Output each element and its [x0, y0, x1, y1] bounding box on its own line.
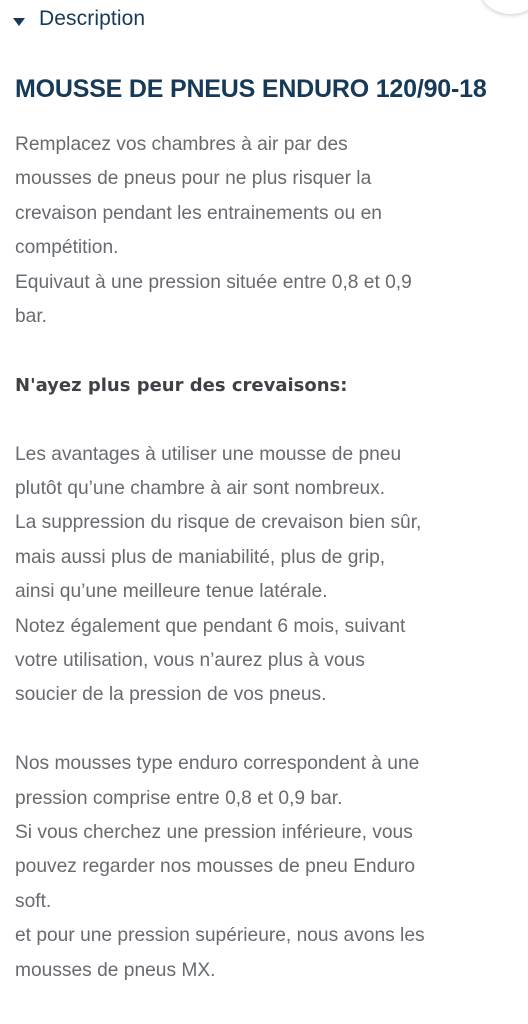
text-line: pression comprise entre 0,8 et 0,9 bar.: [15, 787, 343, 809]
text-line: ainsi qu’une meilleure tenue latérale.: [15, 581, 328, 603]
text-line: Equivaut à une pression située entre 0,8 et 0,9: [15, 271, 412, 293]
text-line: Notez également que pendant 6 mois, suivant: [15, 615, 406, 637]
description-body: [15, 128, 515, 988]
text-line: La suppression du risque de crevaison bien sûr,: [15, 512, 422, 534]
text-line: crevaison pendant les entrainements ou en: [15, 202, 382, 224]
text-line: soft.: [15, 890, 52, 912]
text-line: mousses de pneus MX.: [15, 959, 216, 981]
caret-down-icon: [12, 13, 26, 25]
floating-action-button[interactable]: [480, 0, 528, 14]
text-line: compétition.: [15, 237, 119, 259]
description-toggle[interactable]: [12, 6, 145, 32]
paragraph-spacer: [15, 713, 515, 747]
text-line: Nos mousses type enduro correspondent à une: [15, 753, 420, 775]
text-line: votre utilisation, vous n’aurez plus à vous: [15, 650, 365, 672]
text-line: plutôt qu’une chambre à air sont nombreux.: [15, 478, 386, 500]
paragraph-spacer: [15, 334, 515, 368]
text-line: mais aussi plus de maniabilité, plus de grip,: [15, 546, 386, 568]
description-label: Description: [39, 7, 146, 30]
product-title: MOUSSE DE PNEUS ENDURO 120/90-18: [15, 75, 487, 103]
text-line: soucier de la pression de vos pneus.: [15, 684, 327, 706]
paragraph-spacer: [15, 403, 515, 437]
text-line: pouvez regarder nos mousses de pneu Enduro: [15, 856, 415, 878]
text-line: bar.: [15, 306, 48, 328]
text-line: Les avantages à utiliser une mousse de pneu: [15, 443, 402, 465]
section-subheading: N'ayez plus peur des crevaisons:: [15, 374, 348, 396]
text-line: Remplacez vos chambres à air par des: [15, 134, 348, 155]
text-line: Si vous cherchez une pression inférieure, vous: [15, 822, 413, 844]
text-line: et pour une pression supérieure, nous avons les: [15, 925, 425, 947]
text-line: mousses de pneus pour ne plus risquer la: [15, 168, 372, 190]
